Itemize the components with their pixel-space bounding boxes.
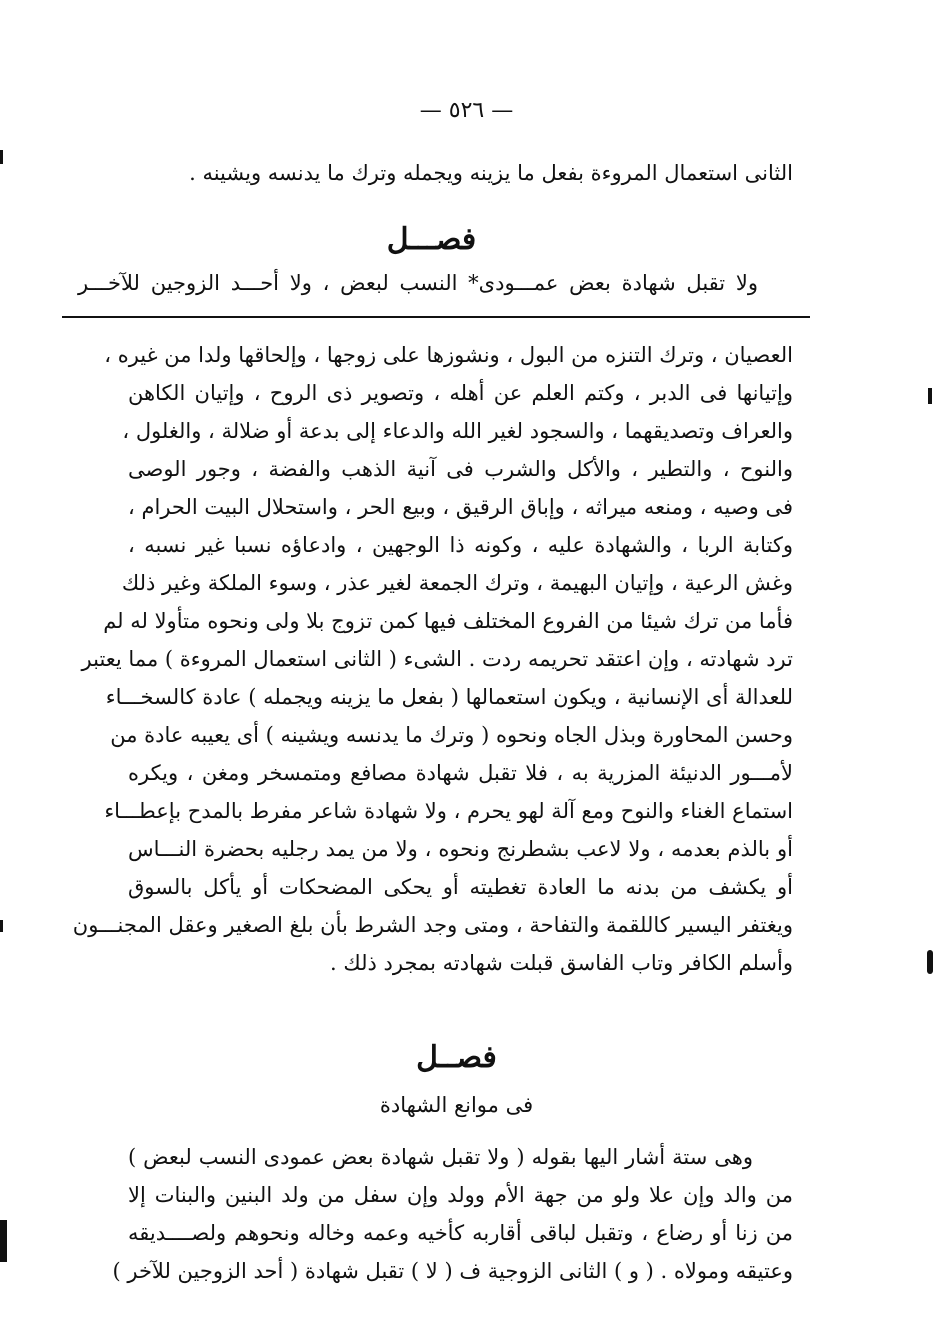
section1-text: ولا تقبل شهادة بعض عمـــودى* النسب لبعض ، ولا أحـــد الزوجين للآخـــر	[78, 271, 758, 295]
commentary-line: والنوح ، والتطير ، والأكل والشرب فى آنية الذهب والفضة ، وجور الوصى	[128, 457, 793, 481]
section2-subtitle: فى موانع الشهادة	[379, 1093, 534, 1117]
commentary-line: وحسن المحاورة وبذل الجاه ونحوه ( وترك ما يدنسه ويشينه ) أى يعيبه عادة من	[110, 723, 793, 747]
section2-title: فصــل	[416, 1040, 497, 1075]
commentary-line: العصيان ، وترك التنزه من البول ، ونشوزها على زوجها ، وإلحاقها ولدا من غيره ،	[104, 343, 793, 367]
scan-mark	[928, 388, 932, 404]
section1-title: فصـــل	[386, 222, 477, 257]
body-line: وهى ستة أشار اليها بقوله ( ولا تقبل شهادة بعض عمودى النسب لبعض )	[128, 1145, 753, 1169]
scan-mark	[0, 920, 3, 932]
commentary-line: وأسلم الكافر وتاب الفاسق قبلت شهادته بمجرد ذلك .	[330, 951, 793, 975]
header-text: الثانى استعمال المروءة بفعل ما يزينه ويجمله وترك ما يدنسه ويشينه .	[189, 161, 793, 185]
commentary-line: ويغتفر اليسير كاللقمة والتفاحة ، ومتى وجد الشرط بأن بلغ الصغير وعقل المجنـــون	[72, 913, 793, 937]
scan-mark	[927, 950, 933, 974]
body-line: وعتيقه ومولاه . ( و ) الثانى الزوجية ف ( لا ) تقبل شهادة ( أحد الزوجين للآخر )	[112, 1259, 793, 1283]
commentary-line: لأمـــور الدنيئة المزرية به ، فلا تقبل شهادة مصافع ومتمسخر ومغن ، ويكره	[128, 761, 793, 785]
page-number: — ٥٢٦ —	[419, 98, 514, 123]
commentary-line: أو بالذم بعدمه ، ولا لاعب بشطرنج ونحوه ، ولا من يمد رجليه بحضرة النـــاس	[128, 837, 793, 861]
commentary-line: استماع الغناء والنوح ومع آلة لهو يحرم ، ولا شهادة شاعر مفرط بالمدح بإعطـــاء	[104, 799, 793, 823]
body-line: من زنا أو رضاع ، وتقبل لباقى أقاربه كأخيه وعمه وخاله ونحوهم ولصــــديقه	[128, 1221, 793, 1245]
scan-mark	[0, 150, 3, 164]
commentary-line: وكتابة الربا ، والشهادة عليه ، وكونه ذا الوجهين ، وادعاؤه نسبا غير نسبه ،	[128, 533, 793, 557]
commentary-line: وغش الرعية ، وإتيان البهيمة ، وترك الجمعة لغير عذر ، وسوء الملكة وغير ذلك	[121, 571, 793, 595]
body-line: من والد وإن علا ولو من جهة الأم وولد وإن سفل من ولد البنين والبنات إلا	[128, 1183, 793, 1207]
section-divider	[62, 316, 810, 318]
commentary-line: فى وصيه ، ومنعه ميراثه ، وإباق الرقيق ، وبيع الحر ، واستحلال البيت الحرام ،	[128, 495, 793, 519]
commentary-line: فأما من ترك شيئا من الفروع المختلف فيها كمن تزوج بلا ولى ونحوه متأولا له لم	[103, 609, 793, 633]
commentary-line: والعراف وتصديقهما ، والسجود لغير الله والدعاء إلى بدعة أو ضلالة ، والغلول ،	[122, 419, 793, 443]
scan-mark	[0, 1220, 7, 1262]
commentary-line: ترد شهادته ، وإن اعتقد تحريمه ردت . الشىء ( الثانى استعمال المروءة ) مما يعتبر	[81, 647, 793, 671]
commentary-line: وإتيانها فى الدبر ، وكتم العلم عن أهله ، وتصوير ذى الروح ، وإتيان الكاهن	[128, 381, 793, 405]
commentary-line: للعدالة أى الإنسانية ، ويكون استعمالها ( بفعل ما يزينه ويجمله ) عادة كالسخـــاء	[105, 685, 793, 709]
commentary-line: أو يكشف من بدنه ما العادة تغطيته أو يحكى المضحكات أو يأكل بالسوق	[128, 875, 793, 899]
